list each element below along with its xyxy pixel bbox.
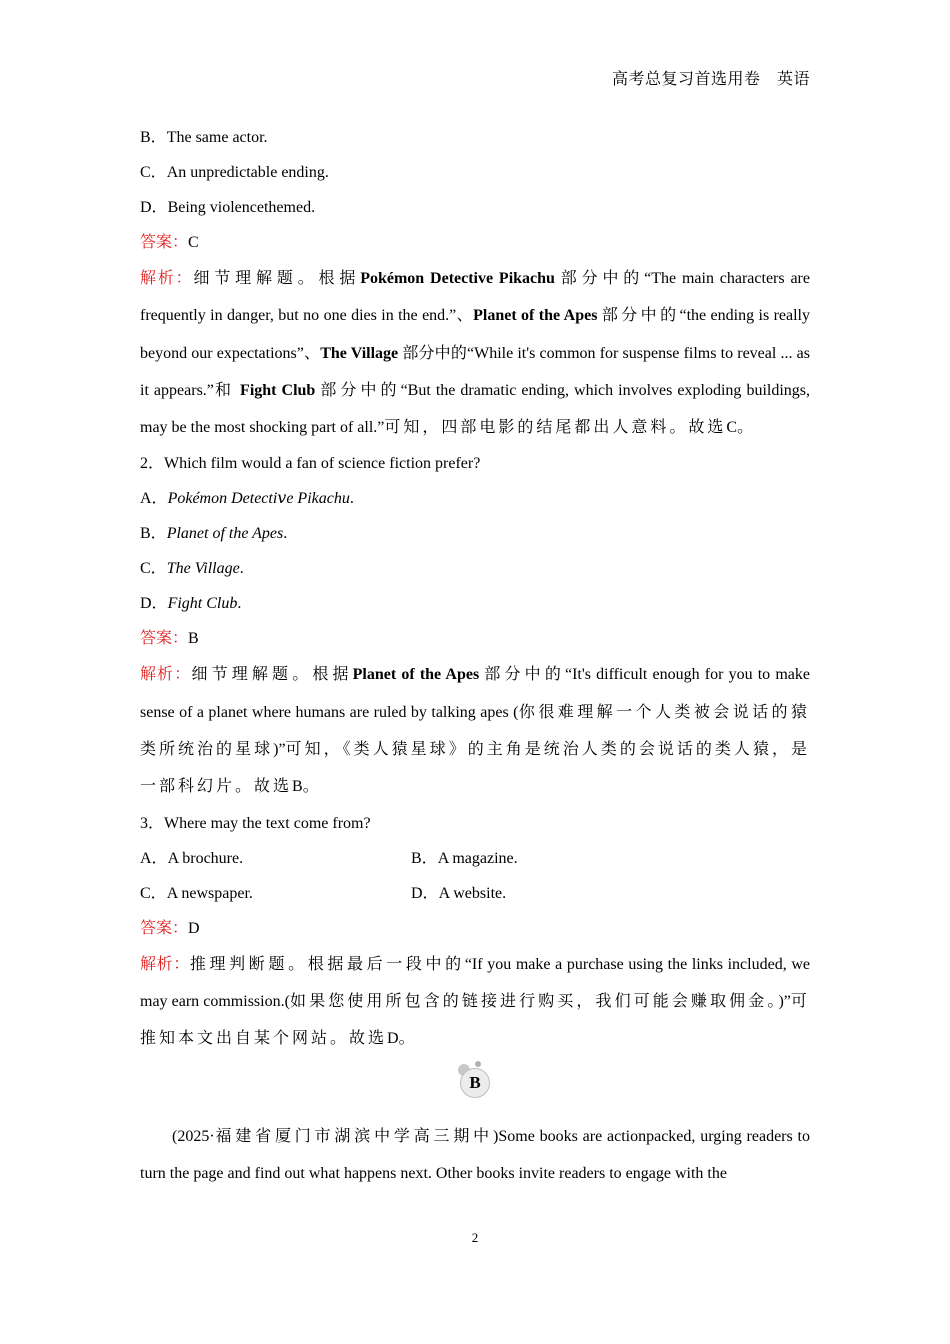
passage-intro: (2025·福建省厦门市湖滨中学高三期中)Some books are actionpacked, urging readers to turn the page and find out what happens next. Other books invite readers to engage with the	[140, 1127, 811, 1182]
q2-analysis: 解析：细节理解题。根据Planet of the Apes 部分中的“It's difficult enough for you to make sense of a planet where humans are ruled by talking apes (你很难理解一个人类被会说话的猿类所统治的星球)”可知，《类人猿星球》的主角是统治人类的会说话的类人猿，是一部科幻片。故选B。	[140, 666, 810, 796]
q3-option-a: A．A brochure.	[140, 849, 244, 867]
answer-label: 答案：	[140, 630, 189, 648]
q1-answer: 答案：C	[140, 234, 199, 251]
page-header: 高考总复习首选用卷 英语	[611, 71, 810, 88]
q2-option-b: B．Planet of the Apes.	[140, 525, 288, 543]
page-number: 2	[471, 1230, 479, 1245]
section-badge: B	[460, 1068, 490, 1098]
page-content	[140, 120, 810, 1192]
q2-option-a: A．Pokémon Detectiⅴe Pikachu.	[140, 490, 354, 508]
q3-stem: 3．Where may the text come from?	[140, 814, 371, 832]
q2-stem: 2．Which film would a fan of science fiction prefer?	[140, 455, 481, 473]
section-marker	[140, 1058, 810, 1118]
q2-answer: 答案：B	[140, 630, 199, 648]
q3-analysis: 解析：推理判断题。根据最后一段中的“If you make a purchase using the links included, we may earn commission.(如果您使用所包含的链接进行购买，我们可能会赚取佣金。)”可推知本文出自某个网站。故选D。	[140, 955, 810, 1048]
q3-answer: 答案：D	[140, 919, 200, 937]
decoration-dot	[475, 1061, 481, 1067]
q1-option-d: D．Being violencethemed.	[140, 199, 316, 216]
q1-option-b: B．The same actor.	[140, 129, 268, 146]
q2-option-d: D．Fight Club.	[140, 595, 242, 613]
q3-options-row-2	[140, 876, 810, 911]
q3-option-d: D．A website.	[411, 884, 507, 902]
answer-label: 答案：	[140, 234, 189, 251]
answer-label: 答案：	[140, 919, 189, 937]
q2-option-c: C．The Village.	[140, 560, 244, 578]
q1-analysis: 解析：细节理解题。根据Pokémon Detective Pikachu 部分中的“The main characters are frequently in danger, but no one dies in the end.”、Planet of the Apes 部分中的“the ending is really beyond our expectations”、The Village 部分中的“While it's common for suspense films to reveal ... as it appears.”和 Fight Club 部分中的“But the dramatic ending, which involves exploding buildings, may be the most shocking part of all.”可知，四部电影的结尾都出人意料。故选C。	[140, 270, 811, 437]
analysis-label: 解析：	[140, 666, 192, 684]
q3-options-row-1	[140, 841, 810, 876]
q1-option-c: C．An unpredictable ending.	[140, 164, 329, 181]
q3-option-c: C．A newspaper.	[140, 884, 253, 902]
analysis-label: 解析：	[140, 270, 194, 287]
analysis-label: 解析：	[140, 955, 190, 973]
q3-option-b: B．A magazine.	[411, 849, 518, 867]
